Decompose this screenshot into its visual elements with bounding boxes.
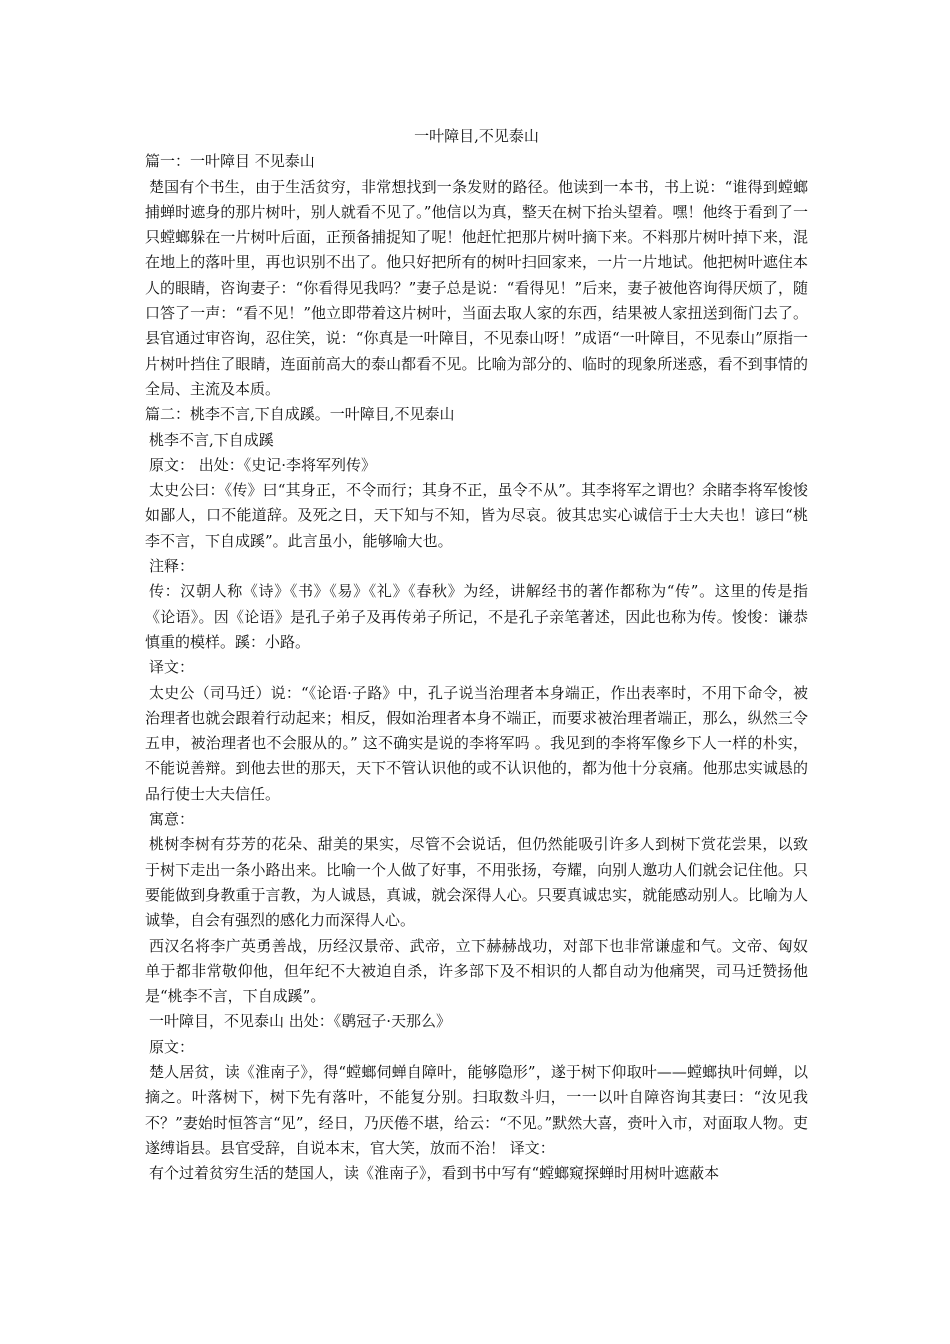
paragraph-notes: 传：汉朝人称《诗》《书》《易》《礼》《春秋》为经，讲解经书的著作都称为“传”。这里的传是指《论语》。因《论语》是孔子弟子及再传弟子所记，不是孔子亲笔著述，因此也称为传。悛悛：谦恭慎重的模样。蹊：小路。 <box>145 582 808 651</box>
paragraph-original-1: 太史公曰：《传》曰“其身正，不令而行；其身不正，虽令不从”。其李将军之谓也？余睹李将军悛悛如鄙人，口不能道辞。及死之日，天下知与不知，皆为尽哀。彼其忠实心诚信于士大夫也！谚曰“桃李不言，下自成蹊”。此言虽小，能够喻大也。 <box>145 481 808 550</box>
section-heading-1: 篇一：一叶障目 不见泰山 <box>145 152 315 171</box>
label-moral: 寓意： <box>149 810 195 829</box>
label-notes: 注释： <box>149 557 195 576</box>
label-translation-1: 译文： <box>149 658 195 677</box>
label-original-2: 原文： <box>149 1037 195 1056</box>
source-line-1: 原文： 出处：《史记·李将军列传》 <box>149 455 377 474</box>
subheading-yiye: 一叶障目，不见泰山 出处：《鹖冠子·天那么》 <box>149 1012 452 1031</box>
section-heading-2: 篇二：桃李不言,下自成蹊。一叶障目,不见泰山 <box>145 405 455 424</box>
document-title: 一叶障目,不见泰山 <box>414 127 539 145</box>
paragraph-translation-2: 有个过着贫穷生活的楚国人，读《淮南子》，看到书中写有“螳螂窥探蝉时用树叶遮蔽本 <box>149 1164 720 1183</box>
paragraph-story-1: 楚国有个书生，由于生活贫穷，非常想找到一条发财的路径。他读到一本书，书上说：“谁得到螳螂捕蝉时遮身的那片树叶，别人就看不见了。”他信以为真，整天在树下抬头望着。嘿！他终于看到了一只螳螂躲在一片树叶后面，正预备捕捉知了呢！他赶忙把那片树叶摘下来。不料那片树叶掉下来，混在地上的落叶里，再也识别不出了。他只好把所有的树叶扫回家来，一片一片地试。他把树叶遮住本人的眼睛，咨询妻子：“你看得见我吗？”妻子总是说：“看得见！”后来，妻子被他咨询得厌烦了，随口答了一声：“看不见！”他立即带着这片树叶，当面去取人家的东西，结果被人家扭送到衙门去了。县官通过审咨询，忍住笑，说：“你真是一叶障目，不见泰山呀！”成语“一叶障目，不见泰山”原指一片树叶挡住了眼睛，连面前高大的泰山都看不见。比喻为部分的、临时的现象所迷惑，看不到事情的全局、主流及本质。 <box>145 177 808 398</box>
paragraph-translation-1: 太史公（司马迁）说：“《论语·子路》中，孔子说当治理者本身端正，作出表率时，不用下命令，被治理者也就会跟着行动起来；相反，假如治理者本身不端正，而要求被治理者端正，那么，纵然三令五申，被治理者也不会服从的。” 这不确实是说的李将军吗 。我见到的李将军像乡下人一样的朴实，不能说善辩。到他去世的那天，天下不管认识他的或不认识他的，都为他十分哀痛。他那忠实诚恳的品行使士大夫信任。 <box>145 683 808 803</box>
document-page <box>145 124 808 1186</box>
paragraph-original-2: 楚人居贫，读《淮南子》，得“螳螂伺蝉自障叶，能够隐形”，遂于树下仰取叶——螳螂执叶伺蝉，以摘之。叶落树下，树下先有落叶，不能复分别。扫取数斗归，一一以叶自障咨询其妻曰：“汝见我不？”妻始时恒答言“见”，经日，乃厌倦不堪，给云：“不见。”默然大喜，赍叶入市，对面取人物。吏遂缚诣县。县官受辞，自说本末，官大笑，放而不治！ 译文： <box>145 1062 808 1157</box>
paragraph-li-guang: 西汉名将李广英勇善战，历经汉景帝、武帝，立下赫赫战功，对部下也非常谦虚和气。文帝、匈奴单于都非常敬仰他，但年纪不大被迫自杀，许多部下及不相识的人都自动为他痛哭，司马迁赞扬他是“桃李不言，下自成蹊”。 <box>145 936 808 1006</box>
paragraph-moral: 桃树李树有芬芳的花朵、甜美的果实，尽管不会说话，但仍然能吸引许多人到树下赏花尝果，以致于树下走出一条小路出来。比喻一个人做了好事，不用张扬，夸耀，向别人邀功人们就会记住他。只要能做到身教重于言教，为人诚恳，真诚，就会深得人心。只要真诚忠实，就能感动别人。比喻为人诚挚，自会有强烈的感化力而深得人心。 <box>145 835 808 930</box>
subheading-taoli: 桃李不言,下自成蹊 <box>149 430 274 449</box>
